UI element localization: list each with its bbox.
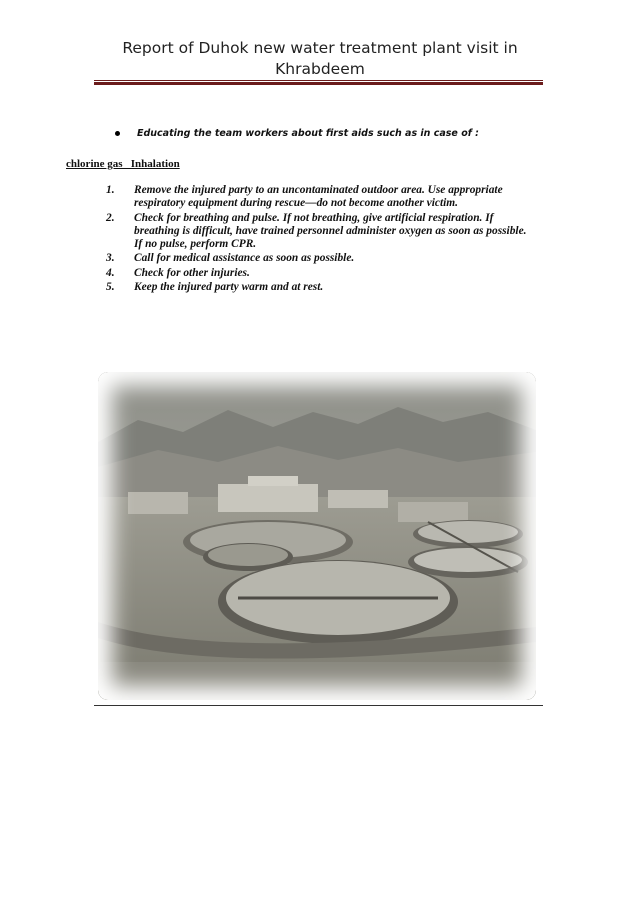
section-heading: chlorine gas Inhalation bbox=[66, 158, 180, 170]
step-text: Call for medical assistance as soon as possible. bbox=[134, 252, 355, 264]
list-item bbox=[106, 184, 536, 210]
bullet-text: Educating the team workers about first aids such as in case of : bbox=[137, 128, 479, 139]
first-aid-steps-list bbox=[106, 184, 536, 296]
treatment-plant-photo bbox=[98, 372, 536, 700]
step-number: 5. bbox=[106, 281, 115, 293]
header-rule-thick bbox=[94, 82, 543, 85]
step-text: Keep the injured party warm and at rest. bbox=[134, 281, 324, 293]
header-title-line-2: Khrabdeem bbox=[275, 60, 365, 78]
step-number: 3. bbox=[106, 252, 115, 264]
step-number: 4. bbox=[106, 266, 115, 279]
list-item bbox=[106, 252, 536, 265]
list-item bbox=[106, 267, 536, 280]
step-number: 1. bbox=[106, 184, 115, 196]
footer-rule bbox=[94, 705, 543, 706]
header-title-line-1: Report of Duhok new water treatment plant visit in bbox=[122, 39, 518, 57]
photo-vignette bbox=[98, 372, 536, 700]
page-header bbox=[110, 38, 530, 80]
step-text: Remove the injured party to an uncontaminated outdoor area. Use appropriate respiratory equipment during rescue—do not become another victim. bbox=[134, 184, 503, 209]
step-text: Check for other injuries. bbox=[134, 266, 250, 279]
list-item bbox=[106, 281, 536, 294]
step-text: Check for breathing and pulse. If not breathing, give artificial respiration. If breathing is difficult, have trained personnel administer oxygen as soon as possible. If no pulse, perform CPR. bbox=[134, 211, 527, 250]
list-item bbox=[106, 212, 536, 251]
bullet-dot-icon bbox=[115, 131, 120, 136]
step-number: 2. bbox=[106, 211, 115, 224]
header-rule-thin bbox=[94, 80, 543, 81]
